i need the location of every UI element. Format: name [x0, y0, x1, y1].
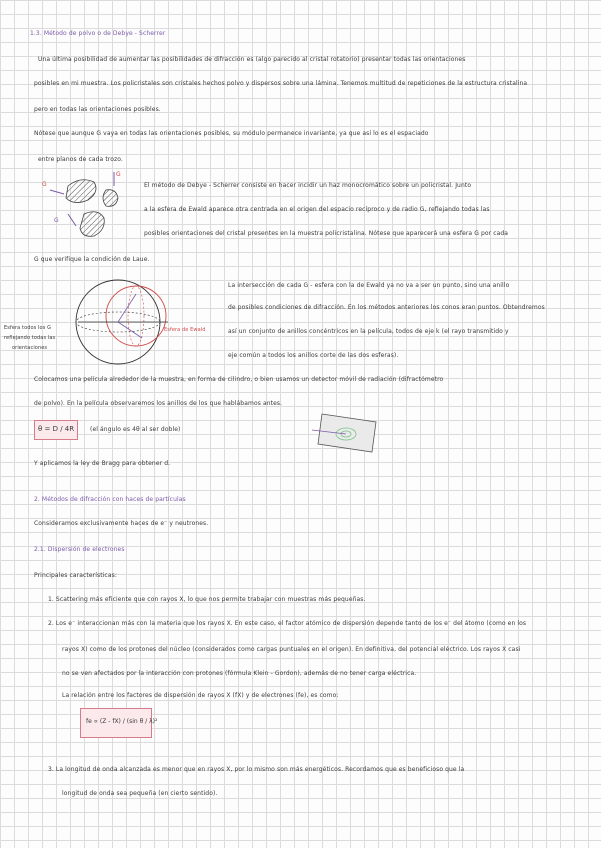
paragraph-line: de posibles condiciones de difracción. En los métodos anteriores los conos eran puntos. Obtendremos: [228, 304, 545, 311]
paragraph-line: G que verifique la condición de Laue.: [34, 256, 150, 263]
powder-crystals-sketch: [40, 168, 140, 248]
paragraph-line: El método de Debye - Scherrer consiste en hacer incidir un haz monocromático sobre un policristal. Junto: [144, 182, 472, 189]
formula-fe: fe ∝ (Z - fX) / (sin θ / λ)²: [86, 718, 158, 725]
paragraph-line: de polvo). En la película observaremos los anillos de los que hablábamos antes.: [34, 400, 283, 407]
diagram-label: orientaciones: [12, 345, 48, 351]
paragraph-line: Y aplicamos la ley de Bragg para obtener d.: [34, 460, 171, 467]
paragraph-line: posibles en mi muestra. Los policristales son cristales hechos polvo y dispersos sobre una lámina. Tenemos multitud de repeticiones de la estructura cristalina: [34, 80, 528, 87]
paragraph-line: pero en todas las orientaciones posibles.: [34, 106, 161, 113]
section-heading: 1.3. Método de polvo o de Debye - Scherrer: [30, 30, 166, 37]
list-item: 3. La longitud de onda alcanzada es menor que en rayos X, por lo mismo son más energéticos. Recordamos que es beneficioso que la: [48, 766, 465, 773]
svg-text:G: G: [116, 171, 121, 178]
ewald-spheres-diagram: [18, 272, 218, 368]
diagram-label: Esfera de Ewald: [164, 327, 206, 333]
paragraph-line: Nótese que aunque G vaya en todas las orientaciones posibles, su módulo permanece invariante, ya que así lo es el espaciado: [34, 130, 429, 137]
diagram-label: reflejando todas las: [4, 335, 56, 341]
paragraph-line: entre planos de cada trozo.: [38, 156, 123, 163]
list-item: 1. Scattering más eficiente que con rayos X, lo que nos permite trabajar con muestras más pequeñas.: [48, 596, 366, 603]
list-item-cont: rayos X) como de los protones del núcleo (considerados como cargas puntuales en el origen). En definitiva, del potencial eléctrico. Los rayos X casi: [62, 646, 521, 653]
formula-note: (el ángulo es 4θ al ser doble): [90, 426, 181, 433]
paragraph-line: a la esfera de Ewald aparece otra centrada en el origen del espacio recíproco y de radio G, reflejando todas las: [144, 206, 490, 213]
paragraph-line: Colocamos una película alrededor de la muestra, en forma de cilindro, o bien usamos un detector móvil de radiación (difractómetro: [34, 376, 444, 383]
paragraph-line: La relación entre los factores de dispersión de rayos X (fX) y de electrones (fe), es como:: [62, 692, 339, 699]
paragraph-line: eje común a todos los anillos corte de las dos esferas).: [228, 352, 399, 359]
paragraph-line: Principales características:: [34, 572, 117, 579]
section-heading: 2. Métodos de difracción con haces de partículas: [34, 496, 186, 503]
formula-theta: θ = D / 4R: [38, 425, 75, 433]
paragraph-line: La intersección de cada G - esfera con la de Ewald ya no va a ser un punto, sino una anillo: [228, 282, 510, 289]
diagram-label: Esfera todos los G: [4, 325, 52, 331]
list-item-cont: longitud de onda sea pequeña (en cierto sentido).: [62, 790, 218, 797]
list-item: 2. Los e⁻ interaccionan más con la materia que los rayos X. En este caso, el factor atómico de dispersión depende tanto de los e⁻ del átomo (como en los: [48, 620, 527, 627]
paragraph-line: así un conjunto de anillos concéntricos en la película, todos de eje k (el rayo transmitido y: [228, 328, 509, 335]
paragraph-line: Una última posibilidad de aumentar las posibilidades de difracción es (algo parecido al cristal rotatorio) presentar todas las orientaciones: [38, 56, 466, 63]
list-item-cont: no se ven afectados por la interacción con protones (fórmula Klein - Gordon), además de no tener carga eléctrica.: [62, 670, 417, 677]
paragraph-line: Consideramos exclusivamente haces de e⁻ y neutrones.: [34, 520, 209, 527]
svg-text:G: G: [42, 181, 47, 188]
subsection-heading: 2.1. Dispersión de electrones: [34, 546, 125, 553]
film-cylinder-sketch: [312, 408, 392, 458]
paragraph-line: posibles orientaciones del cristal presentes en la muestra policristalina. Nótese que aparecerá una esfera G por cada: [144, 230, 509, 237]
svg-text:G: G: [54, 217, 59, 224]
